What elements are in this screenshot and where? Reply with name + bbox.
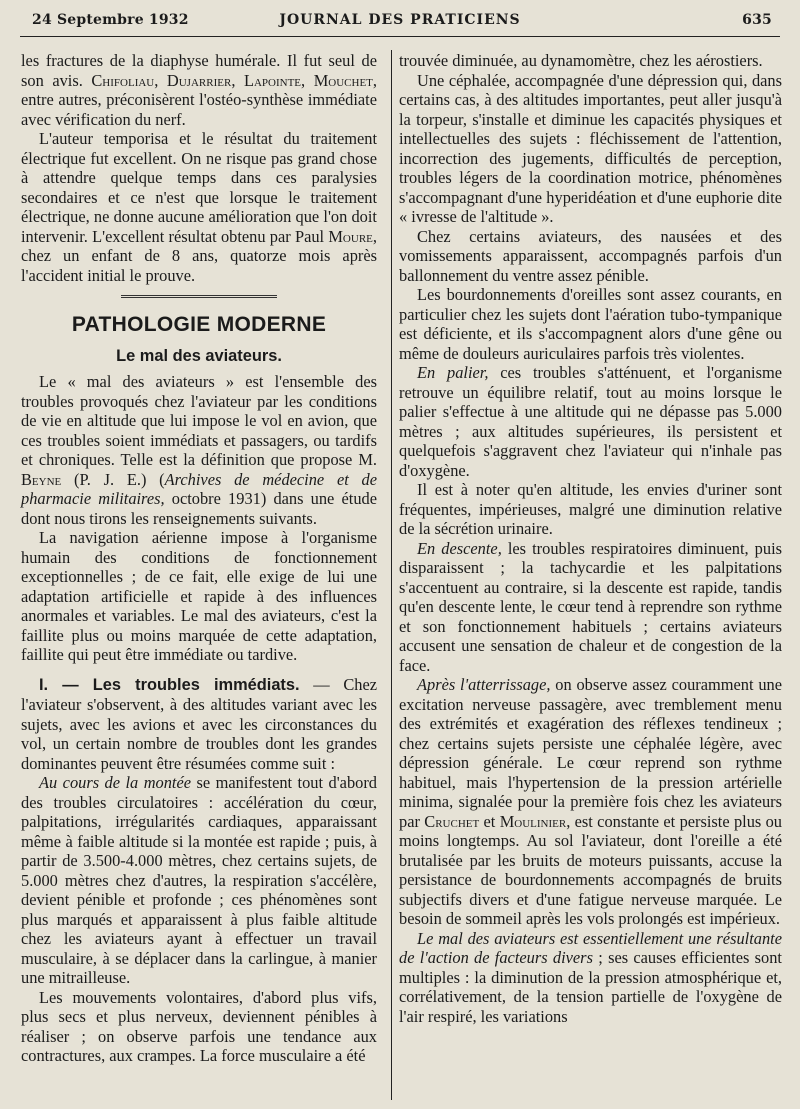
italic-lead: Le mal des aviateurs est essentiellement une résultante de l'action de facteurs divers: [399, 928, 782, 967]
paragraph: Une céphalée, accompagnée d'une dépression qui, dans certains cas, à des altitudes importantes, peut aller jusqu'à la torpeur, s'installe et diminue les capacités physiques et intellectuelles des sujets : fléchissement de l'attention, incorrection des jugements, difficultés de perception, troubles légers de la coordination motrice, phénomènes s'accompagnant d'une hyperidéation et d'une euphorie dite « ivresse de l'altitude ».: [399, 70, 782, 226]
paragraph: trouvée diminuée, au dynamomètre, chez les aérostiers.: [399, 51, 763, 70]
journal-title: JOURNAL DES PRATICIENS: [279, 12, 521, 28]
author-name: Cruchet: [424, 811, 480, 831]
italic-lead: En palier,: [417, 363, 489, 382]
paragraph: Le « mal des aviateurs » est l'ensemble des troubles provoqués chez l'aviateur par les conditions de vie en altitude que lui impose le vol en avion, que ces troubles soient immédiats et passagers, ou tardifs et chroniques. Telle est la définition que propose M. Beyne (P. J. E.) (Archives de médecine et de pharmacie militaires, octobre 1931) dans une étude dont nous tirons les renseignements suivants.: [21, 372, 378, 528]
author-name: Chifoliau: [91, 70, 155, 90]
left-column: [21, 51, 377, 1066]
header-rule: [20, 36, 780, 37]
paragraph: La navigation aérienne impose à l'organisme humain des conditions de fonctionnement exceptionnelles ; de ce fait, elle exige de lui une adaptation artificielle et rapide à des influences anormales et variables. Le mal des aviateurs, c'est la faillite plus ou moins marquée de cette adaptation, faillite qui peut être immédiate ou tardive.: [21, 528, 377, 664]
author-name: Lapointe: [243, 70, 302, 90]
paragraph: Les bourdonnements d'oreilles sont assez courants, en particulier chez les sujets dont l'aération tubo-tympanique est déficiente, et ils s'accompagnent alors d'une gêne ou même de douleurs auriculaires parfois très violentes.: [399, 285, 782, 363]
paragraph: Chez certains aviateurs, des nausées et des vomissements apparaissent, accompagnés parfois d'un ballonnement du ventre assez pénible.: [399, 226, 782, 285]
issue-date: 24 Septembre 1932: [32, 12, 189, 28]
citation-title: Archives de médecine et de pharmacie militaires,: [21, 469, 378, 508]
italic-lead: Au cours de la montée: [39, 773, 192, 792]
author-name: Moure: [328, 226, 373, 246]
paragraph: les fractures de la diaphyse humérale. Il fut seul de son avis. Chifoliau, Dujarrier, Lapointe, Mouchet, entre autres, préconisèrent l'ostéo-synthèse immédiate avec vérification du nerf.: [21, 51, 377, 129]
paragraph: Au cours de la montée se manifestent tout d'abord des troubles circulatoires : accélération du cœur, palpitations, irrégularités cardiaques, apparaissant même à faible altitude si la montée est rapide ; puis, à partir de 3.500-4.000 mètres, chez certains sujets, de 5.000 mètres chez d'autres, la respiration s'accélère, devient pénible et profonde ; ces phénomènes sont plus marqués et apparaissent à plus faible altitude chez les aviateurs ayant à effectuer un travail musculaire, à se déplacer dans la carlingue, à manier une mitrailleuse.: [21, 773, 377, 987]
author-name: Beyne: [21, 469, 62, 489]
paragraph: L'auteur temporisa et le résultat du traitement électrique fut excellent. On ne risque pas grand chose à attendre quelque temps dans ces paralysies secondaires et ce n'est que lorsque le traitement électrique, ne donne aucune amélioration que l'on doit intervenir. L'excellent résultat obtenu par Paul Moure, chez un enfant de 8 ans, quatorze mois après l'accident initial le prouve.: [21, 129, 377, 285]
right-column: [399, 51, 782, 1026]
paragraph: Les mouvements volontaires, d'abord plus vifs, plus secs et plus nerveux, deviennent pénibles à réaliser ; on observe parfois une tendance aux contractures, aux crampes. La force musculaire a été: [21, 987, 377, 1065]
author-name: Moulinier: [499, 811, 567, 831]
section-title: PATHOLOGIE MODERNE: [71, 313, 327, 336]
paragraph: En palier, ces troubles s'atténuent, et l'organisme retrouve un équilibre relatif, tout au moins lorsque le palier s'effectue à une altitude qui ne dépasse pas 5.000 mètres ; aux altitudes supérieures, ils persistent et quelquefois s'aggravent chez l'aviateur qui n'inhale pas d'oxygène.: [399, 363, 782, 480]
page-header: [0, 12, 800, 32]
paragraph: Il est à noter qu'en altitude, les envies d'uriner sont fréquentes, impérieuses, malgré une diminution relative de la sécrétion urinaire.: [399, 480, 782, 538]
column-divider: [391, 50, 392, 1100]
page-number: 635: [742, 12, 772, 28]
paragraph: Le mal des aviateurs est essentiellement une résultante de l'action de facteurs divers ; ses causes efficientes sont multiples : la diminution de la pression atmosphérique et, corrélativement, de la tension partielle de l'oxygène de l'air respiré, les variations: [399, 928, 782, 1026]
author-name: Mouchet: [313, 70, 373, 90]
paragraph: I. — Les troubles immédiats. — Chez l'aviateur s'observent, à des altitudes variant avec les sujets, avec les avions et avec les circonstances du vol, un certain nombre de troubles dont les grandes dominantes peuvent être résumées comme suit :: [21, 674, 378, 773]
italic-lead: En descente,: [417, 538, 502, 558]
section-separator: [121, 295, 277, 299]
subsection-heading: I. — Les troubles immédiats.: [39, 675, 300, 694]
article-title: Le mal des aviateurs.: [116, 346, 282, 365]
paragraph: Après l'atterrissage, on observe assez couramment une excitation nerveuse passagère, avec tremblement menu des extrémités et exagération des réflexes tendineux ; chez certains sujets persiste une céphalée légère, avec dépression générale. Le cœur reprend son rythme habituel, mais l'hypertension de la pression artérielle minima, signalée pour la première fois chez les aviateurs par Cruchet et Moulinier, est constante et persiste plus ou moins longtemps. Au sol l'aviateur, dont l'oreille a été brutalisée par les bruits de moteurs puissants, accuse la persistance de bourdonnements accompagnés de bruits subjectifs divers et d'une fatigue nerveuse marquée. Le besoin de sommeil après les vols prolongés est impérieux.: [399, 675, 783, 928]
italic-lead: Après l'atterrissage,: [417, 675, 551, 694]
author-name: Dujarrier: [166, 70, 232, 90]
paragraph: En descente, les troubles respiratoires diminuent, puis disparaissent ; la tachycardie et les palpitations s'accentuent au contraire, si la descente est rapide, tandis qu'en descente lente, le cœur tend à reprendre son rythme et son fonctionnement habituels ; certains aviateurs accusent une sensation de chaleur et de congestion de la face.: [399, 538, 782, 675]
